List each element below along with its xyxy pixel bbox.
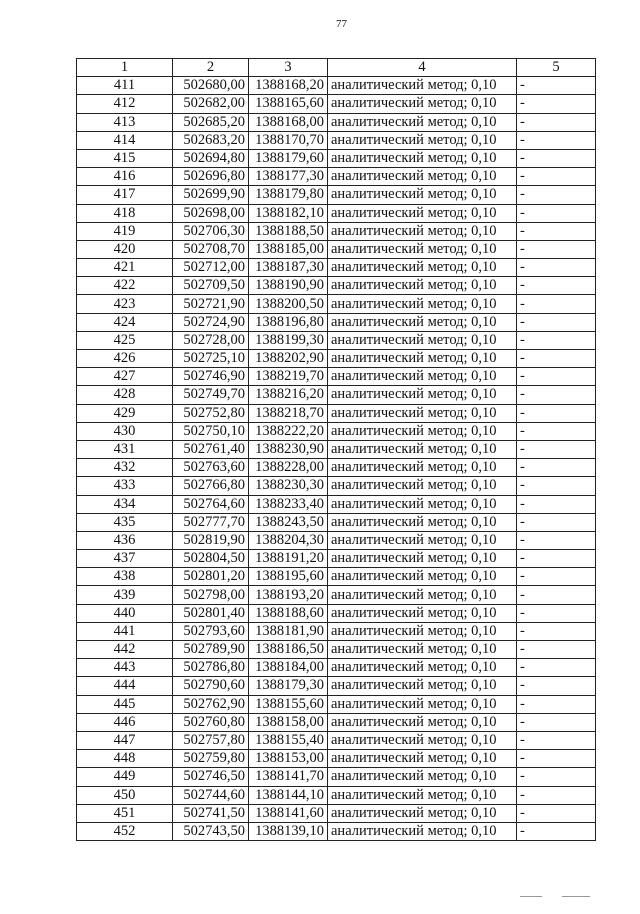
point-number-cell: 424 <box>77 313 173 331</box>
x-coordinate-cell: 502777,70 <box>173 513 249 531</box>
note-cell: - <box>517 350 596 368</box>
point-number-cell: 414 <box>77 131 173 149</box>
x-coordinate-cell: 502789,90 <box>173 641 249 659</box>
y-coordinate-cell: 1388185,00 <box>249 240 328 258</box>
y-coordinate-cell: 1388186,50 <box>249 641 328 659</box>
note-cell: - <box>517 713 596 731</box>
x-coordinate-cell: 502744,60 <box>173 786 249 804</box>
table-row <box>77 168 596 186</box>
point-number-cell: 411 <box>77 77 173 95</box>
method-accuracy-cell: аналитический метод; 0,10 <box>328 568 517 586</box>
point-number-cell: 423 <box>77 295 173 313</box>
y-coordinate-cell: 1388216,20 <box>249 386 328 404</box>
note-cell: - <box>517 440 596 458</box>
y-coordinate-cell: 1388191,20 <box>249 550 328 568</box>
y-coordinate-cell: 1388179,80 <box>249 186 328 204</box>
y-coordinate-cell: 1388177,30 <box>249 168 328 186</box>
y-coordinate-cell: 1388165,60 <box>249 95 328 113</box>
point-number-cell: 425 <box>77 331 173 349</box>
x-coordinate-cell: 502746,50 <box>173 768 249 786</box>
table-row <box>77 77 596 95</box>
y-coordinate-cell: 1388187,30 <box>249 259 328 277</box>
y-coordinate-cell: 1388168,00 <box>249 113 328 131</box>
y-coordinate-cell: 1388141,60 <box>249 804 328 822</box>
note-cell: - <box>517 750 596 768</box>
x-coordinate-cell: 502698,00 <box>173 204 249 222</box>
note-cell: - <box>517 804 596 822</box>
x-coordinate-cell: 502708,70 <box>173 240 249 258</box>
point-number-cell: 413 <box>77 113 173 131</box>
table-row <box>77 386 596 404</box>
table-row <box>77 113 596 131</box>
y-coordinate-cell: 1388188,50 <box>249 222 328 240</box>
x-coordinate-cell: 502680,00 <box>173 77 249 95</box>
point-number-cell: 418 <box>77 204 173 222</box>
note-cell: - <box>517 168 596 186</box>
y-coordinate-cell: 1388181,90 <box>249 622 328 640</box>
table-row <box>77 277 596 295</box>
table-row <box>77 586 596 604</box>
note-cell: - <box>517 622 596 640</box>
y-coordinate-cell: 1388228,00 <box>249 459 328 477</box>
table-row <box>77 331 596 349</box>
coordinates-table <box>76 58 596 841</box>
x-coordinate-cell: 502798,00 <box>173 586 249 604</box>
x-coordinate-cell: 502762,90 <box>173 695 249 713</box>
y-coordinate-cell: 1388230,30 <box>249 477 328 495</box>
note-cell: - <box>517 77 596 95</box>
y-coordinate-cell: 1388155,60 <box>249 695 328 713</box>
y-coordinate-cell: 1388153,00 <box>249 750 328 768</box>
note-cell: - <box>517 495 596 513</box>
note-cell: - <box>517 204 596 222</box>
header-col-4: 4 <box>328 59 517 77</box>
x-coordinate-cell: 502712,00 <box>173 259 249 277</box>
x-coordinate-cell: 502790,60 <box>173 677 249 695</box>
table-row <box>77 641 596 659</box>
point-number-cell: 449 <box>77 768 173 786</box>
note-cell: - <box>517 95 596 113</box>
table-row <box>77 622 596 640</box>
point-number-cell: 433 <box>77 477 173 495</box>
method-accuracy-cell: аналитический метод; 0,10 <box>328 77 517 95</box>
method-accuracy-cell: аналитический метод; 0,10 <box>328 368 517 386</box>
x-coordinate-cell: 502725,10 <box>173 350 249 368</box>
y-coordinate-cell: 1388158,00 <box>249 713 328 731</box>
method-accuracy-cell: аналитический метод; 0,10 <box>328 295 517 313</box>
note-cell: - <box>517 459 596 477</box>
table-row <box>77 495 596 513</box>
x-coordinate-cell: 502724,90 <box>173 313 249 331</box>
table-row <box>77 95 596 113</box>
method-accuracy-cell: аналитический метод; 0,10 <box>328 586 517 604</box>
note-cell: - <box>517 604 596 622</box>
y-coordinate-cell: 1388204,30 <box>249 531 328 549</box>
x-coordinate-cell: 502764,60 <box>173 495 249 513</box>
table-row <box>77 204 596 222</box>
y-coordinate-cell: 1388179,30 <box>249 677 328 695</box>
x-coordinate-cell: 502685,20 <box>173 113 249 131</box>
method-accuracy-cell: аналитический метод; 0,10 <box>328 259 517 277</box>
method-accuracy-cell: аналитический метод; 0,10 <box>328 95 517 113</box>
table-row <box>77 513 596 531</box>
point-number-cell: 451 <box>77 804 173 822</box>
note-cell: - <box>517 677 596 695</box>
point-number-cell: 444 <box>77 677 173 695</box>
x-coordinate-cell: 502706,30 <box>173 222 249 240</box>
note-cell: - <box>517 149 596 167</box>
note-cell: - <box>517 131 596 149</box>
table-row <box>77 550 596 568</box>
note-cell: - <box>517 404 596 422</box>
table-row <box>77 422 596 440</box>
note-cell: - <box>517 313 596 331</box>
table-row <box>77 677 596 695</box>
table-row <box>77 713 596 731</box>
header-row <box>77 59 596 77</box>
method-accuracy-cell: аналитический метод; 0,10 <box>328 222 517 240</box>
x-coordinate-cell: 502786,80 <box>173 659 249 677</box>
table-header <box>77 59 596 77</box>
table-row <box>77 659 596 677</box>
y-coordinate-cell: 1388230,90 <box>249 440 328 458</box>
x-coordinate-cell: 502801,40 <box>173 604 249 622</box>
point-number-cell: 437 <box>77 550 173 568</box>
table-row <box>77 350 596 368</box>
method-accuracy-cell: аналитический метод; 0,10 <box>328 168 517 186</box>
point-number-cell: 436 <box>77 531 173 549</box>
method-accuracy-cell: аналитический метод; 0,10 <box>328 513 517 531</box>
x-coordinate-cell: 502760,80 <box>173 713 249 731</box>
method-accuracy-cell: аналитический метод; 0,10 <box>328 822 517 840</box>
note-cell: - <box>517 368 596 386</box>
x-coordinate-cell: 502682,00 <box>173 95 249 113</box>
note-cell: - <box>517 550 596 568</box>
y-coordinate-cell: 1388139,10 <box>249 822 328 840</box>
note-cell: - <box>517 513 596 531</box>
x-coordinate-cell: 502741,50 <box>173 804 249 822</box>
table-row <box>77 786 596 804</box>
y-coordinate-cell: 1388141,70 <box>249 768 328 786</box>
note-cell: - <box>517 786 596 804</box>
x-coordinate-cell: 502746,90 <box>173 368 249 386</box>
point-number-cell: 420 <box>77 240 173 258</box>
x-coordinate-cell: 502709,50 <box>173 277 249 295</box>
table-row <box>77 313 596 331</box>
x-coordinate-cell: 502752,80 <box>173 404 249 422</box>
method-accuracy-cell: аналитический метод; 0,10 <box>328 604 517 622</box>
table-row <box>77 695 596 713</box>
note-cell: - <box>517 386 596 404</box>
y-coordinate-cell: 1388168,20 <box>249 77 328 95</box>
table-body <box>77 77 596 841</box>
table-row <box>77 131 596 149</box>
note-cell: - <box>517 695 596 713</box>
method-accuracy-cell: аналитический метод; 0,10 <box>328 313 517 331</box>
point-number-cell: 428 <box>77 386 173 404</box>
y-coordinate-cell: 1388199,30 <box>249 331 328 349</box>
point-number-cell: 422 <box>77 277 173 295</box>
point-number-cell: 415 <box>77 149 173 167</box>
note-cell: - <box>517 477 596 495</box>
y-coordinate-cell: 1388196,80 <box>249 313 328 331</box>
method-accuracy-cell: аналитический метод; 0,10 <box>328 240 517 258</box>
x-coordinate-cell: 502694,80 <box>173 149 249 167</box>
point-number-cell: 421 <box>77 259 173 277</box>
table-row <box>77 477 596 495</box>
method-accuracy-cell: аналитический метод; 0,10 <box>328 731 517 749</box>
x-coordinate-cell: 502819,90 <box>173 531 249 549</box>
method-accuracy-cell: аналитический метод; 0,10 <box>328 713 517 731</box>
method-accuracy-cell: аналитический метод; 0,10 <box>328 641 517 659</box>
y-coordinate-cell: 1388200,50 <box>249 295 328 313</box>
method-accuracy-cell: аналитический метод; 0,10 <box>328 422 517 440</box>
point-number-cell: 430 <box>77 422 173 440</box>
point-number-cell: 427 <box>77 368 173 386</box>
point-number-cell: 438 <box>77 568 173 586</box>
table-row <box>77 259 596 277</box>
point-number-cell: 447 <box>77 731 173 749</box>
point-number-cell: 441 <box>77 622 173 640</box>
method-accuracy-cell: аналитический метод; 0,10 <box>328 750 517 768</box>
note-cell: - <box>517 240 596 258</box>
note-cell: - <box>517 822 596 840</box>
scan-mark <box>520 896 610 899</box>
method-accuracy-cell: аналитический метод; 0,10 <box>328 204 517 222</box>
note-cell: - <box>517 222 596 240</box>
method-accuracy-cell: аналитический метод; 0,10 <box>328 768 517 786</box>
note-cell: - <box>517 422 596 440</box>
x-coordinate-cell: 502793,60 <box>173 622 249 640</box>
point-number-cell: 450 <box>77 786 173 804</box>
y-coordinate-cell: 1388202,90 <box>249 350 328 368</box>
x-coordinate-cell: 502763,60 <box>173 459 249 477</box>
point-number-cell: 432 <box>77 459 173 477</box>
x-coordinate-cell: 502696,80 <box>173 168 249 186</box>
y-coordinate-cell: 1388218,70 <box>249 404 328 422</box>
point-number-cell: 426 <box>77 350 173 368</box>
header-col-5: 5 <box>517 59 596 77</box>
point-number-cell: 446 <box>77 713 173 731</box>
note-cell: - <box>517 659 596 677</box>
point-number-cell: 431 <box>77 440 173 458</box>
table-row <box>77 604 596 622</box>
y-coordinate-cell: 1388155,40 <box>249 731 328 749</box>
method-accuracy-cell: аналитический метод; 0,10 <box>328 659 517 677</box>
method-accuracy-cell: аналитический метод; 0,10 <box>328 804 517 822</box>
point-number-cell: 416 <box>77 168 173 186</box>
point-number-cell: 452 <box>77 822 173 840</box>
table-row <box>77 731 596 749</box>
table-row <box>77 822 596 840</box>
table-row <box>77 295 596 313</box>
note-cell: - <box>517 586 596 604</box>
table-row <box>77 440 596 458</box>
point-number-cell: 434 <box>77 495 173 513</box>
y-coordinate-cell: 1388195,60 <box>249 568 328 586</box>
y-coordinate-cell: 1388243,50 <box>249 513 328 531</box>
table-row <box>77 222 596 240</box>
point-number-cell: 412 <box>77 95 173 113</box>
x-coordinate-cell: 502750,10 <box>173 422 249 440</box>
method-accuracy-cell: аналитический метод; 0,10 <box>328 677 517 695</box>
point-number-cell: 439 <box>77 586 173 604</box>
x-coordinate-cell: 502699,90 <box>173 186 249 204</box>
note-cell: - <box>517 259 596 277</box>
x-coordinate-cell: 502804,50 <box>173 550 249 568</box>
note-cell: - <box>517 731 596 749</box>
method-accuracy-cell: аналитический метод; 0,10 <box>328 440 517 458</box>
method-accuracy-cell: аналитический метод; 0,10 <box>328 550 517 568</box>
header-col-1: 1 <box>77 59 173 77</box>
method-accuracy-cell: аналитический метод; 0,10 <box>328 459 517 477</box>
method-accuracy-cell: аналитический метод; 0,10 <box>328 786 517 804</box>
method-accuracy-cell: аналитический метод; 0,10 <box>328 531 517 549</box>
method-accuracy-cell: аналитический метод; 0,10 <box>328 131 517 149</box>
note-cell: - <box>517 531 596 549</box>
method-accuracy-cell: аналитический метод; 0,10 <box>328 695 517 713</box>
page-number: 77 <box>336 18 347 30</box>
table-row <box>77 768 596 786</box>
method-accuracy-cell: аналитический метод; 0,10 <box>328 186 517 204</box>
y-coordinate-cell: 1388188,60 <box>249 604 328 622</box>
note-cell: - <box>517 186 596 204</box>
table-row <box>77 750 596 768</box>
y-coordinate-cell: 1388219,70 <box>249 368 328 386</box>
table-row <box>77 149 596 167</box>
table-row <box>77 459 596 477</box>
x-coordinate-cell: 502761,40 <box>173 440 249 458</box>
x-coordinate-cell: 502759,80 <box>173 750 249 768</box>
x-coordinate-cell: 502766,80 <box>173 477 249 495</box>
note-cell: - <box>517 768 596 786</box>
point-number-cell: 440 <box>77 604 173 622</box>
table-row <box>77 568 596 586</box>
header-col-3: 3 <box>249 59 328 77</box>
method-accuracy-cell: аналитический метод; 0,10 <box>328 404 517 422</box>
header-col-2: 2 <box>173 59 249 77</box>
method-accuracy-cell: аналитический метод; 0,10 <box>328 149 517 167</box>
method-accuracy-cell: аналитический метод; 0,10 <box>328 331 517 349</box>
point-number-cell: 429 <box>77 404 173 422</box>
note-cell: - <box>517 295 596 313</box>
table-row <box>77 531 596 549</box>
method-accuracy-cell: аналитический метод; 0,10 <box>328 477 517 495</box>
y-coordinate-cell: 1388179,60 <box>249 149 328 167</box>
table-row <box>77 404 596 422</box>
method-accuracy-cell: аналитический метод; 0,10 <box>328 277 517 295</box>
x-coordinate-cell: 502728,00 <box>173 331 249 349</box>
table-row <box>77 804 596 822</box>
y-coordinate-cell: 1388233,40 <box>249 495 328 513</box>
y-coordinate-cell: 1388193,20 <box>249 586 328 604</box>
method-accuracy-cell: аналитический метод; 0,10 <box>328 350 517 368</box>
y-coordinate-cell: 1388184,00 <box>249 659 328 677</box>
point-number-cell: 448 <box>77 750 173 768</box>
point-number-cell: 419 <box>77 222 173 240</box>
x-coordinate-cell: 502743,50 <box>173 822 249 840</box>
y-coordinate-cell: 1388170,70 <box>249 131 328 149</box>
note-cell: - <box>517 113 596 131</box>
x-coordinate-cell: 502801,20 <box>173 568 249 586</box>
y-coordinate-cell: 1388182,10 <box>249 204 328 222</box>
method-accuracy-cell: аналитический метод; 0,10 <box>328 495 517 513</box>
point-number-cell: 435 <box>77 513 173 531</box>
method-accuracy-cell: аналитический метод; 0,10 <box>328 386 517 404</box>
method-accuracy-cell: аналитический метод; 0,10 <box>328 622 517 640</box>
x-coordinate-cell: 502749,70 <box>173 386 249 404</box>
note-cell: - <box>517 277 596 295</box>
y-coordinate-cell: 1388190,90 <box>249 277 328 295</box>
table-row <box>77 368 596 386</box>
y-coordinate-cell: 1388222,20 <box>249 422 328 440</box>
table-row <box>77 240 596 258</box>
note-cell: - <box>517 641 596 659</box>
table-row <box>77 186 596 204</box>
x-coordinate-cell: 502721,90 <box>173 295 249 313</box>
method-accuracy-cell: аналитический метод; 0,10 <box>328 113 517 131</box>
y-coordinate-cell: 1388144,10 <box>249 786 328 804</box>
note-cell: - <box>517 568 596 586</box>
point-number-cell: 417 <box>77 186 173 204</box>
point-number-cell: 445 <box>77 695 173 713</box>
note-cell: - <box>517 331 596 349</box>
x-coordinate-cell: 502757,80 <box>173 731 249 749</box>
x-coordinate-cell: 502683,20 <box>173 131 249 149</box>
point-number-cell: 443 <box>77 659 173 677</box>
point-number-cell: 442 <box>77 641 173 659</box>
